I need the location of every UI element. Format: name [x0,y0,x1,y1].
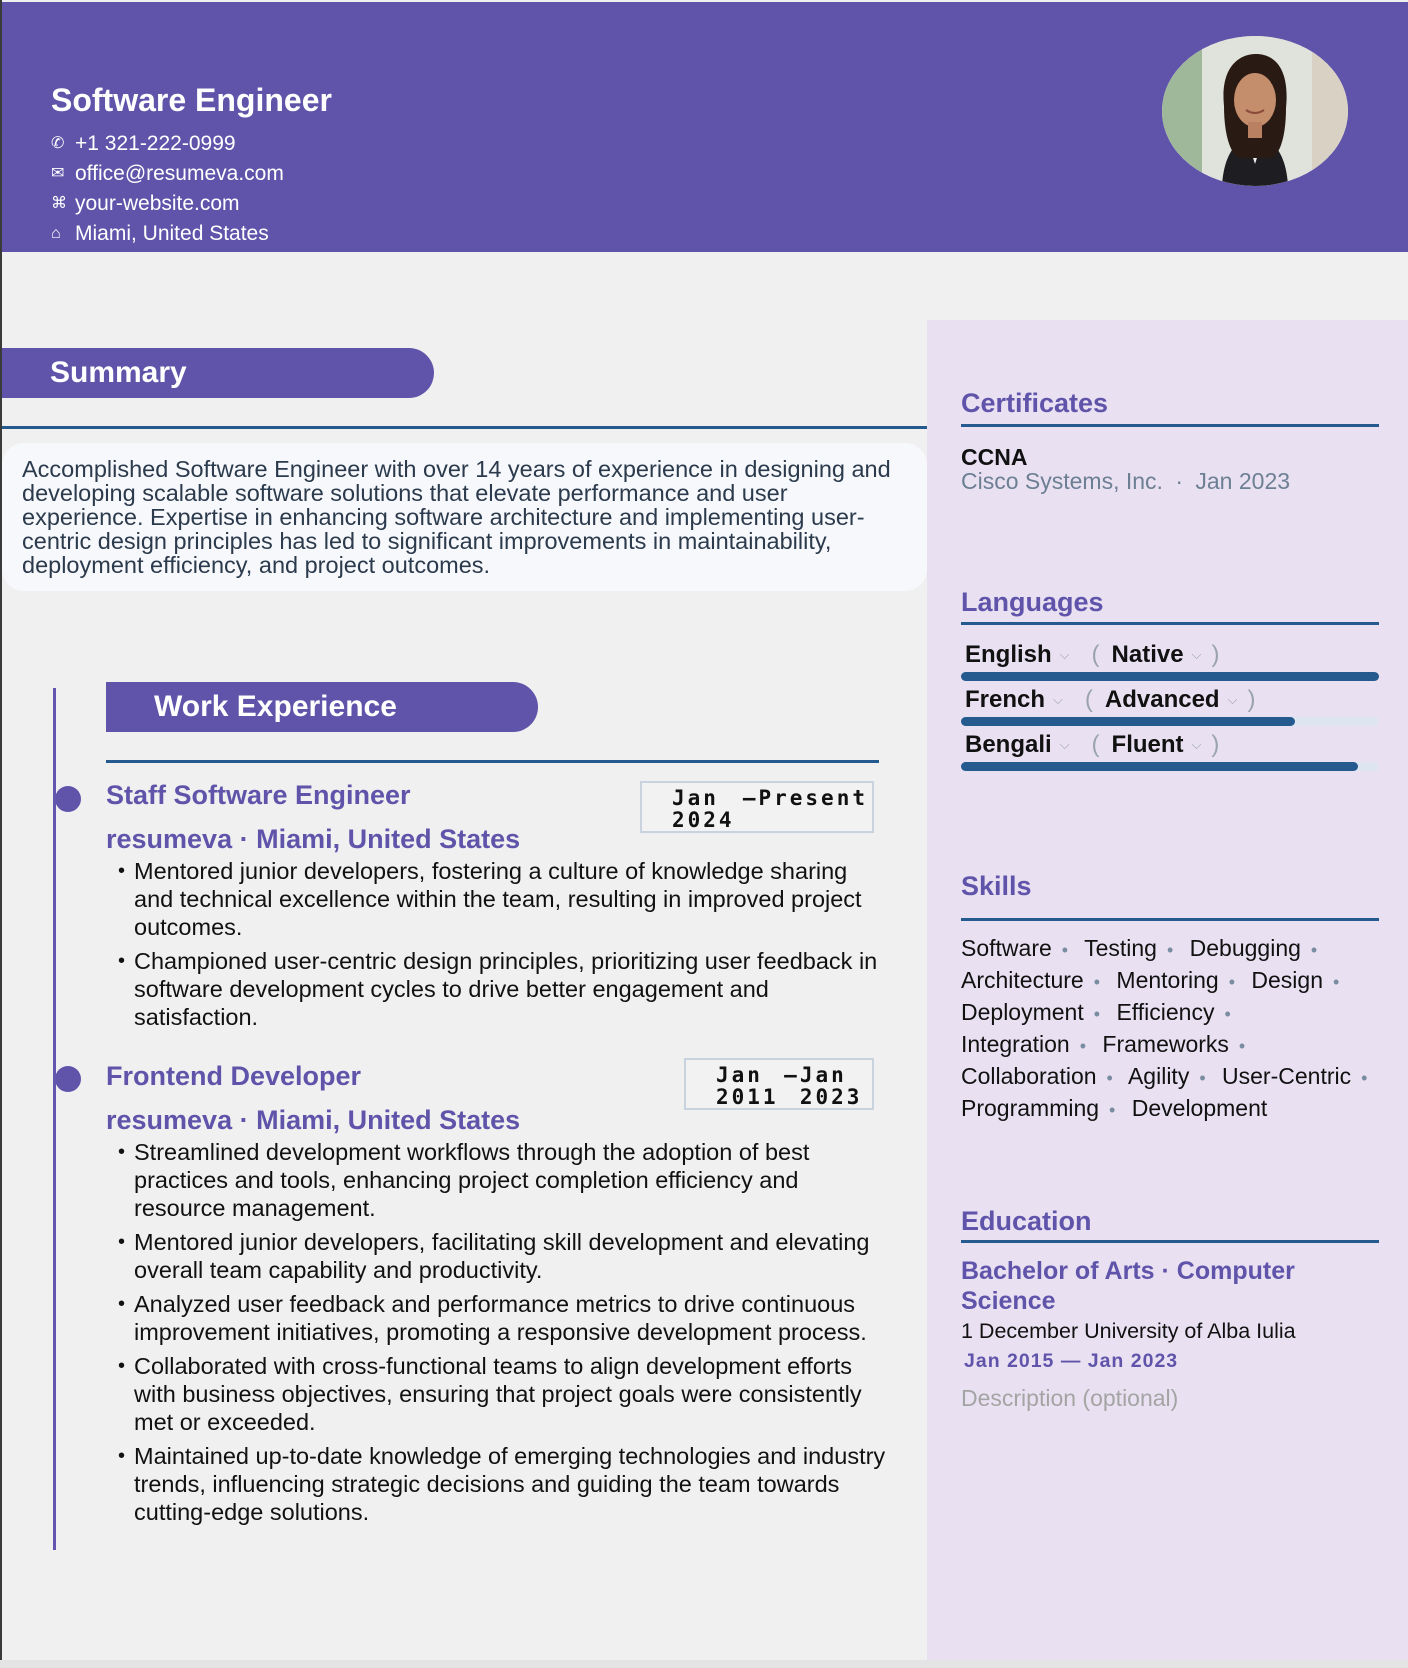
paren-close: ) [1211,641,1220,668]
link-icon: ⌘ [51,195,67,212]
job-date-range[interactable] [640,781,874,833]
skill-item[interactable]: Development [1131,1095,1268,1121]
paren-open: ( [1084,686,1093,713]
work-experience-heading[interactable]: Work Experience [106,682,538,732]
job-bullets [106,857,886,1031]
certificate-issuer: Cisco Systems, Inc. [961,468,1163,494]
chevron-down-icon[interactable]: ⌵ [1227,692,1238,707]
skills-divider [961,918,1379,921]
education-description-field[interactable]: Description (optional) [961,1385,1179,1411]
skill-item[interactable]: Programming [961,1095,1100,1121]
education-degree[interactable]: Bachelor of Arts · Computer Science [961,1257,1295,1315]
skill-item[interactable]: Integration [961,1031,1070,1057]
skill-item[interactable]: Efficiency [1116,999,1215,1025]
skill-separator: • [1228,972,1236,992]
home-icon: ⌂ [51,225,61,242]
skill-separator: • [1093,972,1101,992]
job-company[interactable]: resumeva · Miami, United States [106,1105,521,1135]
job-title-heading[interactable]: Software Engineer [51,82,332,118]
profile-photo-graphic [1162,36,1348,186]
skill-separator: • [1333,972,1340,992]
chevron-down-icon[interactable]: ⌵ [1059,647,1070,662]
work-divider [106,760,879,763]
skill-separator: • [1106,1068,1113,1088]
job-bullet[interactable]: • Mentored junior developers, facilitating skill development and elevating overall team capability and productivity. [106,1228,886,1284]
profile-photo[interactable] [1162,36,1348,186]
skill-separator: • [1093,1004,1101,1024]
contact-location-text: Miami, United States [75,222,269,245]
job-bullet[interactable]: • Championed user-centric design principles, prioritizing user feedback in software development cycles to drive better engagement and satisfaction. [106,947,886,1031]
date-start: Jan 2011 [716,1063,779,1109]
job-title[interactable]: Frontend Developer [106,1061,362,1091]
languages-divider [961,622,1379,625]
skill-item[interactable]: Agility [1127,1063,1190,1089]
language-proficiency-fill [961,717,1295,726]
paren-open: ( [1091,731,1100,758]
paren-open: ( [1091,641,1100,668]
contact-email[interactable] [51,159,284,189]
certificates-divider [961,424,1379,427]
job-bullet[interactable]: • Analyzed user feedback and performance metrics to drive continuous improvement initiatives, promoting a responsive development process. [106,1290,886,1346]
skills-list [961,933,1381,1125]
languages-heading[interactable]: Languages [961,587,1104,617]
chevron-down-icon[interactable]: ⌵ [1191,647,1202,662]
language-item [961,730,1379,771]
certificate-meta[interactable] [961,468,1290,495]
timeline-dot [55,1066,81,1092]
education-heading[interactable]: Education [961,1206,1092,1236]
language-level[interactable]: Native [1111,641,1184,668]
work-timeline [53,688,56,1550]
summary-text[interactable]: Accomplished Software Engineer with over 14 years of experience in designing and developing scalable software solutions that elevate performance and user experience. Expertise in enhancing software architecture and implementing user-centric design principles has led to significant improvements in maintainability, deployment efficiency, and project outcomes. [2,443,927,591]
skill-item[interactable]: Software [961,935,1052,961]
certificate-name[interactable]: CCNA [961,444,1028,470]
language-item [961,685,1379,726]
contact-phone-text: +1 321-222-0999 [75,132,236,155]
contact-list [51,129,284,249]
language-proficiency-bar[interactable] [961,762,1379,771]
skill-item[interactable]: Mentoring [1116,967,1219,993]
language-item [961,640,1379,681]
contact-phone[interactable] [51,129,284,159]
skill-separator: • [1079,1036,1087,1056]
skill-separator: • [1061,940,1069,960]
skill-item[interactable]: Deployment [961,999,1084,1025]
language-level[interactable]: Fluent [1111,731,1184,758]
skill-item[interactable]: Architecture [961,967,1084,993]
education-divider [961,1240,1379,1243]
language-level[interactable]: Advanced [1104,686,1220,713]
job-bullet[interactable]: • Maintained up-to-date knowledge of emerging technologies and industry trends, influencing strategic decisions and guiding the team towards cutting-edge solutions. [106,1442,886,1526]
education-dates[interactable]: Jan 2015 — Jan 2023 [964,1350,1179,1372]
language-proficiency-bar[interactable] [961,672,1379,681]
skill-separator: • [1310,940,1318,960]
date-start: Jan 2024 [672,786,735,832]
summary-divider [2,426,927,429]
contact-email-text: office@resumeva.com [75,162,284,185]
timeline-dot [55,786,81,812]
date-separator: — [742,786,759,810]
skill-separator: • [1361,1068,1368,1088]
contact-location[interactable] [51,219,284,249]
paren-close: ) [1247,686,1256,713]
language-name[interactable]: Bengali [965,731,1052,758]
job-bullet[interactable]: • Mentored junior developers, fostering a culture of knowledge sharing and technical excellence within the team, resulting in improved project outcomes. [106,857,886,941]
skill-item[interactable]: User-Centric [1222,1063,1352,1089]
language-proficiency-fill [961,672,1379,681]
certificates-heading[interactable]: Certificates [961,388,1109,418]
language-proficiency-bar[interactable] [961,717,1379,726]
job-entry [106,1061,886,1532]
job-company[interactable]: resumeva · Miami, United States [106,824,521,854]
language-proficiency-fill [961,762,1358,771]
job-bullets [106,1138,886,1526]
skill-item[interactable]: Testing [1084,935,1157,961]
skills-heading[interactable]: Skills [961,871,1032,901]
certificate-date: Jan 2023 [1195,468,1291,494]
job-title[interactable]: Staff Software Engineer [106,780,411,810]
skill-separator: • [1109,1100,1116,1120]
contact-website[interactable] [51,189,284,219]
job-bullet[interactable]: • Streamlined development workflows through the adoption of best practices and tools, enhancing project completion efficiency and resource management. [106,1138,886,1222]
chevron-down-icon[interactable]: ⌵ [1191,737,1202,752]
skill-item[interactable]: Frameworks [1102,1031,1229,1057]
chevron-down-icon[interactable]: ⌵ [1059,737,1070,752]
date-separator: — [784,1063,800,1087]
job-bullet[interactable]: • Collaborated with cross-functional teams to align development efforts with business objectives, ensuring that project goals were consistently met or exceeded. [106,1352,886,1436]
mail-icon: ✉ [51,165,65,182]
language-name[interactable]: French [965,686,1046,713]
skill-item[interactable]: Collaboration [961,1063,1097,1089]
phone-icon: ✆ [51,135,65,152]
skill-item[interactable]: Design [1251,967,1324,993]
paren-close: ) [1211,731,1220,758]
chevron-down-icon[interactable]: ⌵ [1053,692,1063,707]
skill-item[interactable]: Debugging [1189,935,1301,961]
skill-separator: • [1166,940,1174,960]
date-end: Present [758,786,868,810]
summary-heading[interactable]: Summary [2,348,434,398]
certificate-separator: · [1175,468,1183,494]
education-school[interactable]: 1 December University of Alba Iulia [961,1319,1296,1343]
skill-separator: • [1199,1068,1206,1088]
page-bottom-edge [0,1660,1408,1668]
skill-separator: • [1238,1036,1246,1056]
job-date-range[interactable] [684,1058,874,1110]
language-name[interactable]: English [965,641,1052,668]
resume-header [2,2,1408,252]
contact-website-text: your-website.com [75,192,240,215]
skill-separator: • [1224,1004,1231,1024]
date-end: Jan 2023 [799,1063,863,1109]
